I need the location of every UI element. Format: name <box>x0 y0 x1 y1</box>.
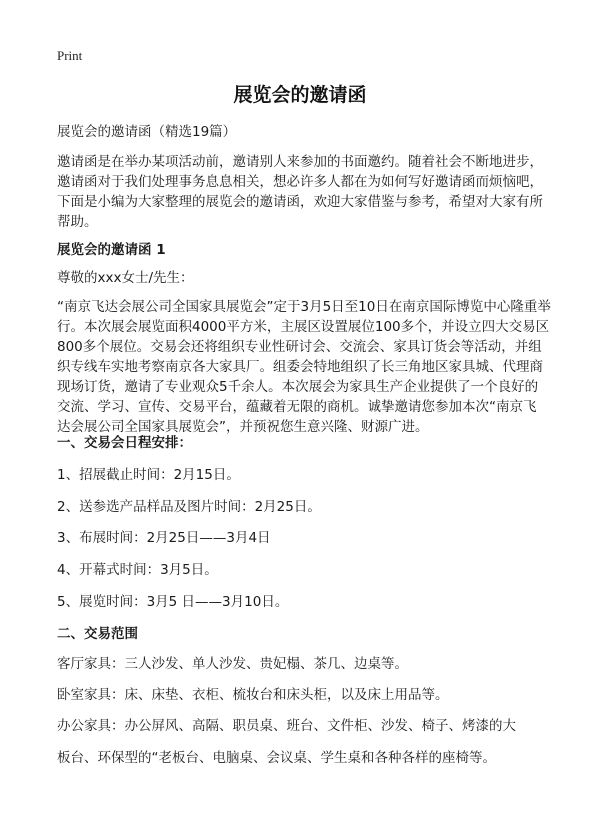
schedule-item: 5、展览时间：3月5 日——3月10日。 <box>57 594 289 610</box>
body-line: “南京飞达会展公司全国家具展览会”定于3月5日至10日在南京国际博览中心隆重举 <box>57 299 551 315</box>
body-line: 行。本次展会展览面积4000平方米，主展区设置展位100多个，并设立四大交易区 <box>57 319 550 335</box>
scope-item: 客厅家具：三人沙发、单人沙发、贵妃榻、茶几、边桌等。 <box>57 656 408 672</box>
scope-heading: 二、交易范围 <box>57 626 138 642</box>
schedule-item: 4、开幕式时间：3月5日。 <box>57 562 218 578</box>
body-line: 织专线车实地考察南京各大家具厂。组委会特地组织了长三角地区家具城、代理商 <box>57 359 543 375</box>
intro-line: 帮助。 <box>57 214 98 230</box>
salutation: 尊敬的xxx女士/先生： <box>57 270 194 286</box>
document-subtitle: 展览会的邀请函（精选19篇） <box>57 124 237 140</box>
scope-item: 卧室家具：床、床垫、衣柜、梳妆台和床头柜，以及床上用品等。 <box>57 687 449 703</box>
body-line: 现场订货，邀请了专业观众5千余人。本次展会为家具生产企业提供了一个良好的 <box>57 379 539 395</box>
intro-line: 下面是小编为大家整理的展览会的邀请函，欢迎大家借鉴与参考，希望对大家有所 <box>57 194 543 210</box>
section-heading: 展览会的邀请函 1 <box>57 242 166 258</box>
intro-line: 邀请函是在举办某项活动前，邀请别人来参加的书面邀约。随着社会不断地进步， <box>57 154 543 170</box>
body-line: 达会展公司全国家具展览会”，并预祝您生意兴隆、财源广进。 <box>57 419 429 435</box>
body-line: 交流、学习、宣传、交易平台，蕴藏着无限的商机。诚挚邀请您参加本次“南京飞 <box>57 399 537 415</box>
body-line: 800多个展位。交易会还将组织专业性研讨会、交流会、家具订货会等活动，并组 <box>57 339 542 355</box>
intro-line: 邀请函对于我们处理事务息息相关，想必许多人都在为如何写好邀请函而烦恼吧， <box>57 174 543 190</box>
schedule-item: 3、布展时间：2月25日——3月4日 <box>57 530 271 546</box>
print-label[interactable]: Print <box>57 48 83 63</box>
schedule-heading: 一、交易会日程安排： <box>57 435 192 451</box>
schedule-item: 2、送参选产品样品及图片时间：2月25日。 <box>57 499 321 515</box>
scope-item: 办公家具：办公屏风、高隔、职员桌、班台、文件柜、沙发、椅子、烤漆的大 <box>57 718 516 734</box>
scope-item: 板台、环保型的“老板台、电脑桌、会议桌、学生桌和各种各样的座椅等。 <box>57 750 496 766</box>
schedule-item: 1、招展截止时间：2月15日。 <box>57 467 240 483</box>
document-title: 展览会的邀请函 <box>233 84 367 106</box>
